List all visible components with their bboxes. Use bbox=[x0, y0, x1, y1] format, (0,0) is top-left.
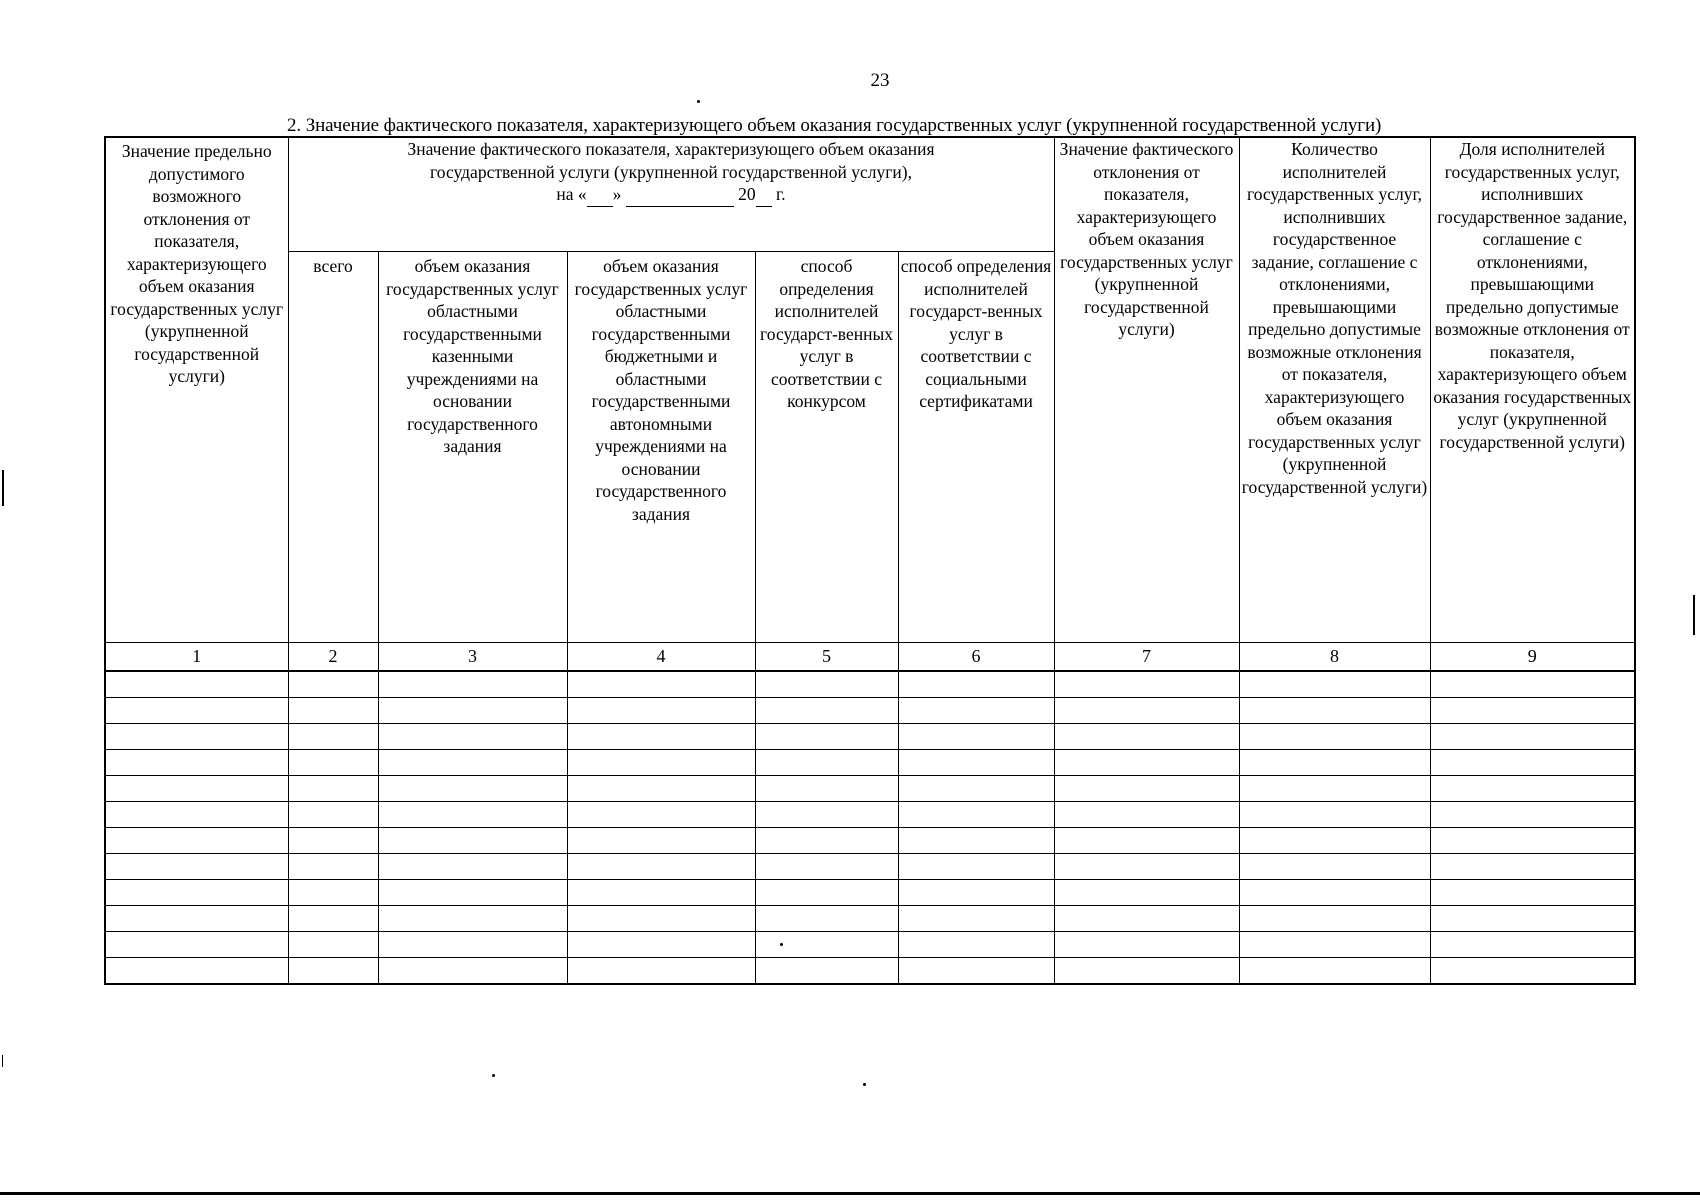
table-cell bbox=[378, 958, 567, 985]
table-cell bbox=[105, 854, 288, 880]
table-cell bbox=[898, 958, 1054, 985]
table-cell bbox=[755, 958, 898, 985]
table-cell bbox=[105, 698, 288, 724]
table-cell bbox=[105, 958, 288, 985]
report-table bbox=[104, 136, 1636, 985]
column-number: 8 bbox=[1239, 643, 1430, 672]
table-cell bbox=[105, 828, 288, 854]
table-cell bbox=[378, 854, 567, 880]
table-caption: 2. Значение фактического показателя, характеризующего объем оказания государственных услуг (укрупненной государственной услуги) bbox=[287, 115, 1382, 136]
table-cell bbox=[567, 932, 755, 958]
table-cell bbox=[755, 932, 898, 958]
table-cell bbox=[378, 932, 567, 958]
table-cell bbox=[1054, 750, 1239, 776]
scan-edge-mark bbox=[1693, 595, 1695, 635]
table-cell bbox=[898, 854, 1054, 880]
table-cell bbox=[378, 906, 567, 932]
table-cell bbox=[898, 828, 1054, 854]
date-mid: » bbox=[612, 184, 622, 204]
header-col-8 bbox=[1239, 137, 1430, 643]
table-cell bbox=[378, 724, 567, 750]
table-cell bbox=[1430, 906, 1635, 932]
table-cell bbox=[755, 854, 898, 880]
table-cell bbox=[378, 828, 567, 854]
table-cell bbox=[105, 932, 288, 958]
header-col-4 bbox=[567, 252, 755, 643]
column-number: 3 bbox=[378, 643, 567, 672]
table-cell bbox=[1430, 671, 1635, 698]
table-cell bbox=[1239, 776, 1430, 802]
header-col-4-text: объем оказания государственных услуг областными государственными бюджетными и областными государственными автономными учреждениями на основании государственного задания bbox=[574, 256, 748, 524]
header-col-2-text: всего bbox=[313, 256, 353, 276]
table-cell bbox=[1430, 932, 1635, 958]
table-cell bbox=[898, 776, 1054, 802]
table-cell bbox=[755, 828, 898, 854]
table-cell bbox=[288, 750, 378, 776]
table-cell bbox=[755, 724, 898, 750]
table-cell bbox=[1239, 880, 1430, 906]
table-cell bbox=[1054, 776, 1239, 802]
table-cell bbox=[1054, 698, 1239, 724]
header-col-9-text: Доля исполнителей государственных услуг, исполнивших государственное задание, соглашение с отклонениями, превышающими предельно допустимые возможные отклонения от показателя, характеризующего объем оказания государственных услуг (укрупненной государственной услуги) bbox=[1433, 139, 1632, 452]
date-year: 20 bbox=[738, 184, 756, 204]
scan-speck bbox=[697, 100, 700, 103]
table-cell bbox=[755, 906, 898, 932]
table-cell bbox=[1054, 880, 1239, 906]
header-col-2 bbox=[288, 252, 378, 643]
table-cell bbox=[1430, 828, 1635, 854]
table-cell bbox=[1239, 906, 1430, 932]
table-cell bbox=[1239, 698, 1430, 724]
table-row bbox=[105, 671, 1635, 698]
table-cell bbox=[288, 828, 378, 854]
table-cell bbox=[567, 906, 755, 932]
table-cell bbox=[567, 724, 755, 750]
column-number: 4 bbox=[567, 643, 755, 672]
table-cell bbox=[105, 671, 288, 698]
table-cell bbox=[288, 932, 378, 958]
header-col-6 bbox=[898, 252, 1054, 643]
column-number-row bbox=[105, 643, 1635, 672]
table-row bbox=[105, 802, 1635, 828]
table-cell bbox=[288, 671, 378, 698]
date-prefix: на « bbox=[556, 184, 587, 204]
table-cell bbox=[1054, 958, 1239, 985]
table-row bbox=[105, 750, 1635, 776]
header-group-line-2: государственной услуги (укрупненной государственной услуги), bbox=[430, 161, 912, 182]
scan-speck bbox=[780, 943, 783, 946]
table-cell bbox=[1430, 698, 1635, 724]
table-cell bbox=[288, 802, 378, 828]
table-row bbox=[105, 906, 1635, 932]
table-cell bbox=[1430, 802, 1635, 828]
table-cell bbox=[288, 906, 378, 932]
header-col-9 bbox=[1430, 137, 1635, 643]
header-col-8-text: Количество исполнителей государственных услуг, исполнивших государственное задание, соглашение с отклонениями, превышающими предельно допустимые возможные отклонения от показателя, характеризующего объем оказания государственных услуг (укрупненной государственной услуги) bbox=[1241, 139, 1428, 497]
table-cell bbox=[1430, 958, 1635, 985]
header-col-1-text: Значение предельно допустимого возможного отклонения от показателя, характеризующего объем оказания государственных услуг (укрупненной государственной услуги) bbox=[110, 141, 284, 386]
scan-edge-mark bbox=[2, 470, 4, 506]
table-row bbox=[105, 854, 1635, 880]
header-col-5-text: способ определения исполнителей государст-венных услуг в соответствии с конкурсом bbox=[760, 256, 893, 411]
table-cell bbox=[288, 854, 378, 880]
table-cell bbox=[1430, 776, 1635, 802]
table-cell bbox=[378, 671, 567, 698]
table-row bbox=[105, 698, 1635, 724]
data-body bbox=[105, 671, 1635, 984]
table-cell bbox=[755, 671, 898, 698]
table-row bbox=[105, 724, 1635, 750]
table-cell bbox=[898, 880, 1054, 906]
table-cell bbox=[1239, 854, 1430, 880]
table-cell bbox=[898, 906, 1054, 932]
table-cell bbox=[1239, 671, 1430, 698]
table-cell bbox=[1430, 880, 1635, 906]
table-cell bbox=[567, 854, 755, 880]
day-blank bbox=[587, 183, 613, 207]
header-col-1 bbox=[105, 137, 288, 643]
year-blank bbox=[756, 183, 772, 207]
table-row bbox=[105, 932, 1635, 958]
table-cell bbox=[755, 880, 898, 906]
column-number: 2 bbox=[288, 643, 378, 672]
table-cell bbox=[898, 698, 1054, 724]
table-cell bbox=[1054, 906, 1239, 932]
table-cell bbox=[1430, 854, 1635, 880]
table-cell bbox=[378, 802, 567, 828]
table-cell bbox=[1054, 932, 1239, 958]
table-cell bbox=[567, 958, 755, 985]
table-cell bbox=[105, 724, 288, 750]
table-row bbox=[105, 776, 1635, 802]
table-cell bbox=[105, 750, 288, 776]
table-cell bbox=[1239, 802, 1430, 828]
table-cell bbox=[567, 698, 755, 724]
table-cell bbox=[1239, 750, 1430, 776]
table-cell bbox=[1054, 724, 1239, 750]
header-col-3-text: объем оказания государственных услуг областными государственными казенными учреждениями на основании государственного задания bbox=[386, 256, 559, 456]
table-cell bbox=[755, 802, 898, 828]
table-cell bbox=[567, 880, 755, 906]
column-number: 7 bbox=[1054, 643, 1239, 672]
table-cell bbox=[567, 671, 755, 698]
table-cell bbox=[898, 932, 1054, 958]
header-col-7-text: Значение фактического отклонения от показателя, характеризующего объем оказания государственных услуг (укрупненной государственной услуги) bbox=[1059, 139, 1234, 339]
date-suffix: г. bbox=[776, 184, 786, 204]
table-cell bbox=[755, 750, 898, 776]
table-cell bbox=[567, 750, 755, 776]
header-col-6-text: способ определения исполнителей государст-венных услуг в соответствии с социальными сертификатами bbox=[900, 256, 1052, 411]
column-number: 6 bbox=[898, 643, 1054, 672]
table-cell bbox=[898, 671, 1054, 698]
table-cell bbox=[288, 958, 378, 985]
table-cell bbox=[105, 880, 288, 906]
table-cell bbox=[755, 698, 898, 724]
table-cell bbox=[1054, 671, 1239, 698]
table-row bbox=[105, 828, 1635, 854]
table-cell bbox=[378, 880, 567, 906]
table-cell bbox=[567, 828, 755, 854]
header-row-top bbox=[105, 137, 1635, 252]
table-cell bbox=[378, 750, 567, 776]
table-row bbox=[105, 880, 1635, 906]
table-cell bbox=[288, 776, 378, 802]
header-group-date-line bbox=[291, 183, 1052, 207]
table-cell bbox=[755, 776, 898, 802]
scan-edge-mark bbox=[2, 1055, 3, 1067]
table-cell bbox=[1239, 958, 1430, 985]
table-cell bbox=[898, 802, 1054, 828]
table-cell bbox=[1239, 724, 1430, 750]
scan-speck bbox=[492, 1074, 495, 1077]
table-cell bbox=[1054, 828, 1239, 854]
header-group-line-1: Значение фактического показателя, характеризующего объем оказания bbox=[407, 139, 935, 159]
page-number: 23 bbox=[870, 70, 890, 91]
column-number: 5 bbox=[755, 643, 898, 672]
table-cell bbox=[567, 802, 755, 828]
month-blank bbox=[626, 183, 734, 207]
table-cell bbox=[898, 750, 1054, 776]
header-col-3 bbox=[378, 252, 567, 643]
table-cell bbox=[567, 776, 755, 802]
header-col-7 bbox=[1054, 137, 1239, 643]
table-cell bbox=[1054, 802, 1239, 828]
table-cell bbox=[105, 802, 288, 828]
table-cell bbox=[288, 698, 378, 724]
header-group-actual-value bbox=[288, 137, 1054, 252]
table-cell bbox=[378, 698, 567, 724]
table-cell bbox=[1430, 750, 1635, 776]
header-col-5 bbox=[755, 252, 898, 643]
table-cell bbox=[1239, 932, 1430, 958]
table-cell bbox=[288, 880, 378, 906]
column-number: 9 bbox=[1430, 643, 1635, 672]
column-number: 1 bbox=[105, 643, 288, 672]
table-cell bbox=[105, 776, 288, 802]
table-cell bbox=[1239, 828, 1430, 854]
table-cell bbox=[378, 776, 567, 802]
table-cell bbox=[1430, 724, 1635, 750]
table-cell bbox=[288, 724, 378, 750]
table-cell bbox=[898, 724, 1054, 750]
table-row bbox=[105, 958, 1635, 985]
table-cell bbox=[1054, 854, 1239, 880]
scan-speck bbox=[863, 1083, 866, 1086]
page-bottom-rule bbox=[0, 1192, 1700, 1195]
table-cell bbox=[105, 906, 288, 932]
